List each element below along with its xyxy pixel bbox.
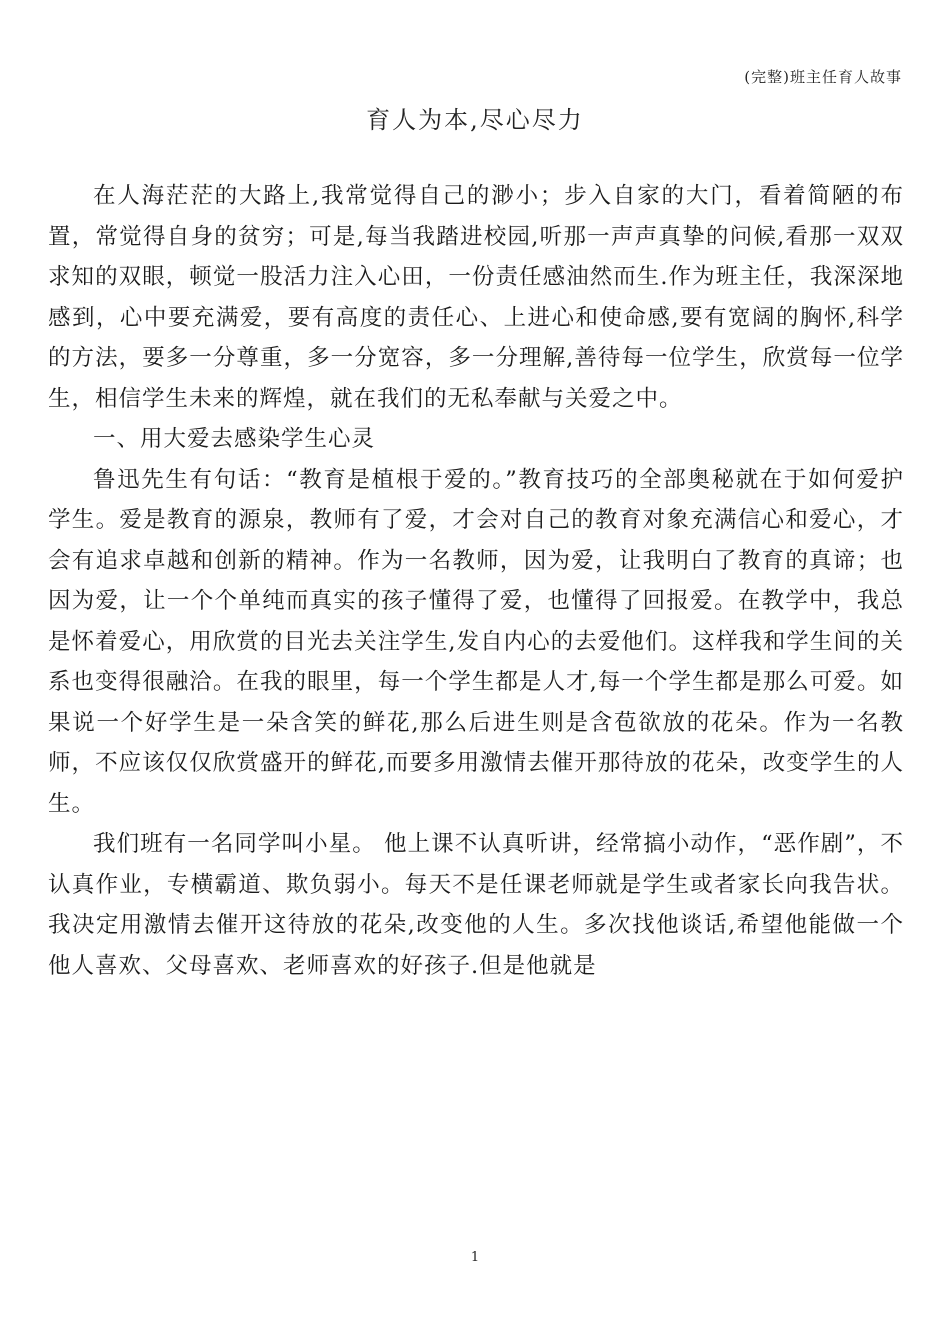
document-title: 育人为本,尽心尽力 — [366, 106, 584, 134]
intro-paragraph: 在人海茫茫的大路上,我常觉得自己的渺小；步入自家的大门，看着简陋的布置，常觉得自身的贫穷；可是,每当我踏进校园,听那一声声真挚的问候,看那一双双求知的双眼，顿觉一股活力注入心田，一份责任感油然而生.作为班主任，我深深地感到，心中要充满爱，要有高度的责任心、上进心和使命感,要有宽阔的胸怀,科学的方法，要多一分尊重，多一分宽容，多一分理解,善待每一位学生，欣赏每一位学生，相信学生未来的辉煌，就在我们的无私奉献与关爱之中。 — [48, 183, 904, 412]
section-1-paragraph-1: 鲁迅先生有句话：“教育是植根于爱的。”教育技巧的全部奥秘就在于如何爱护学生。爱是教育的源泉，教师有了爱，才会对自己的教育对象充满信心和爱心，才会有追求卓越和创新的精神。作为一名教师，因为爱，让我明白了教育的真谛；也因为爱，让一个个单纯而真实的孩子懂得了爱，也懂得了回报爱。在教学中，我总是怀着爱心，用欣赏的目光去关注学生,发自内心的去爱他们。这样我和学生间的关系也变得很融洽。在我的眼里，每一个学生都是人才,每一个学生都是那么可爱。如果说一个好学生是一朵含笑的鲜花,那么后进生则是含苞欲放的花朵。作为一名教师，不应该仅仅欣赏盛开的鲜花,而要多用激情去催开那待放的花朵，改变学生的人生。 — [48, 466, 904, 817]
document-body — [48, 176, 904, 986]
running-header: (完整)班主任育人故事 — [744, 68, 902, 86]
section-heading-1: 一、用大爱去感染学生心灵 — [93, 426, 376, 452]
section-1-paragraph-2: 我们班有一名同学叫小星。 他上课不认真听讲，经常搞小动作，“恶作剧”，不认真作业，专横霸道、欺负弱小。每天不是任课老师就是学生或者家长向我告状。我决定用激情去催开这待放的花朵,改变他的人生。多次找他谈话,希望他能做一个他人喜欢、父母喜欢、老师喜欢的好孩子.但是他就是 — [48, 831, 904, 979]
page-number: 1 — [470, 1250, 480, 1265]
